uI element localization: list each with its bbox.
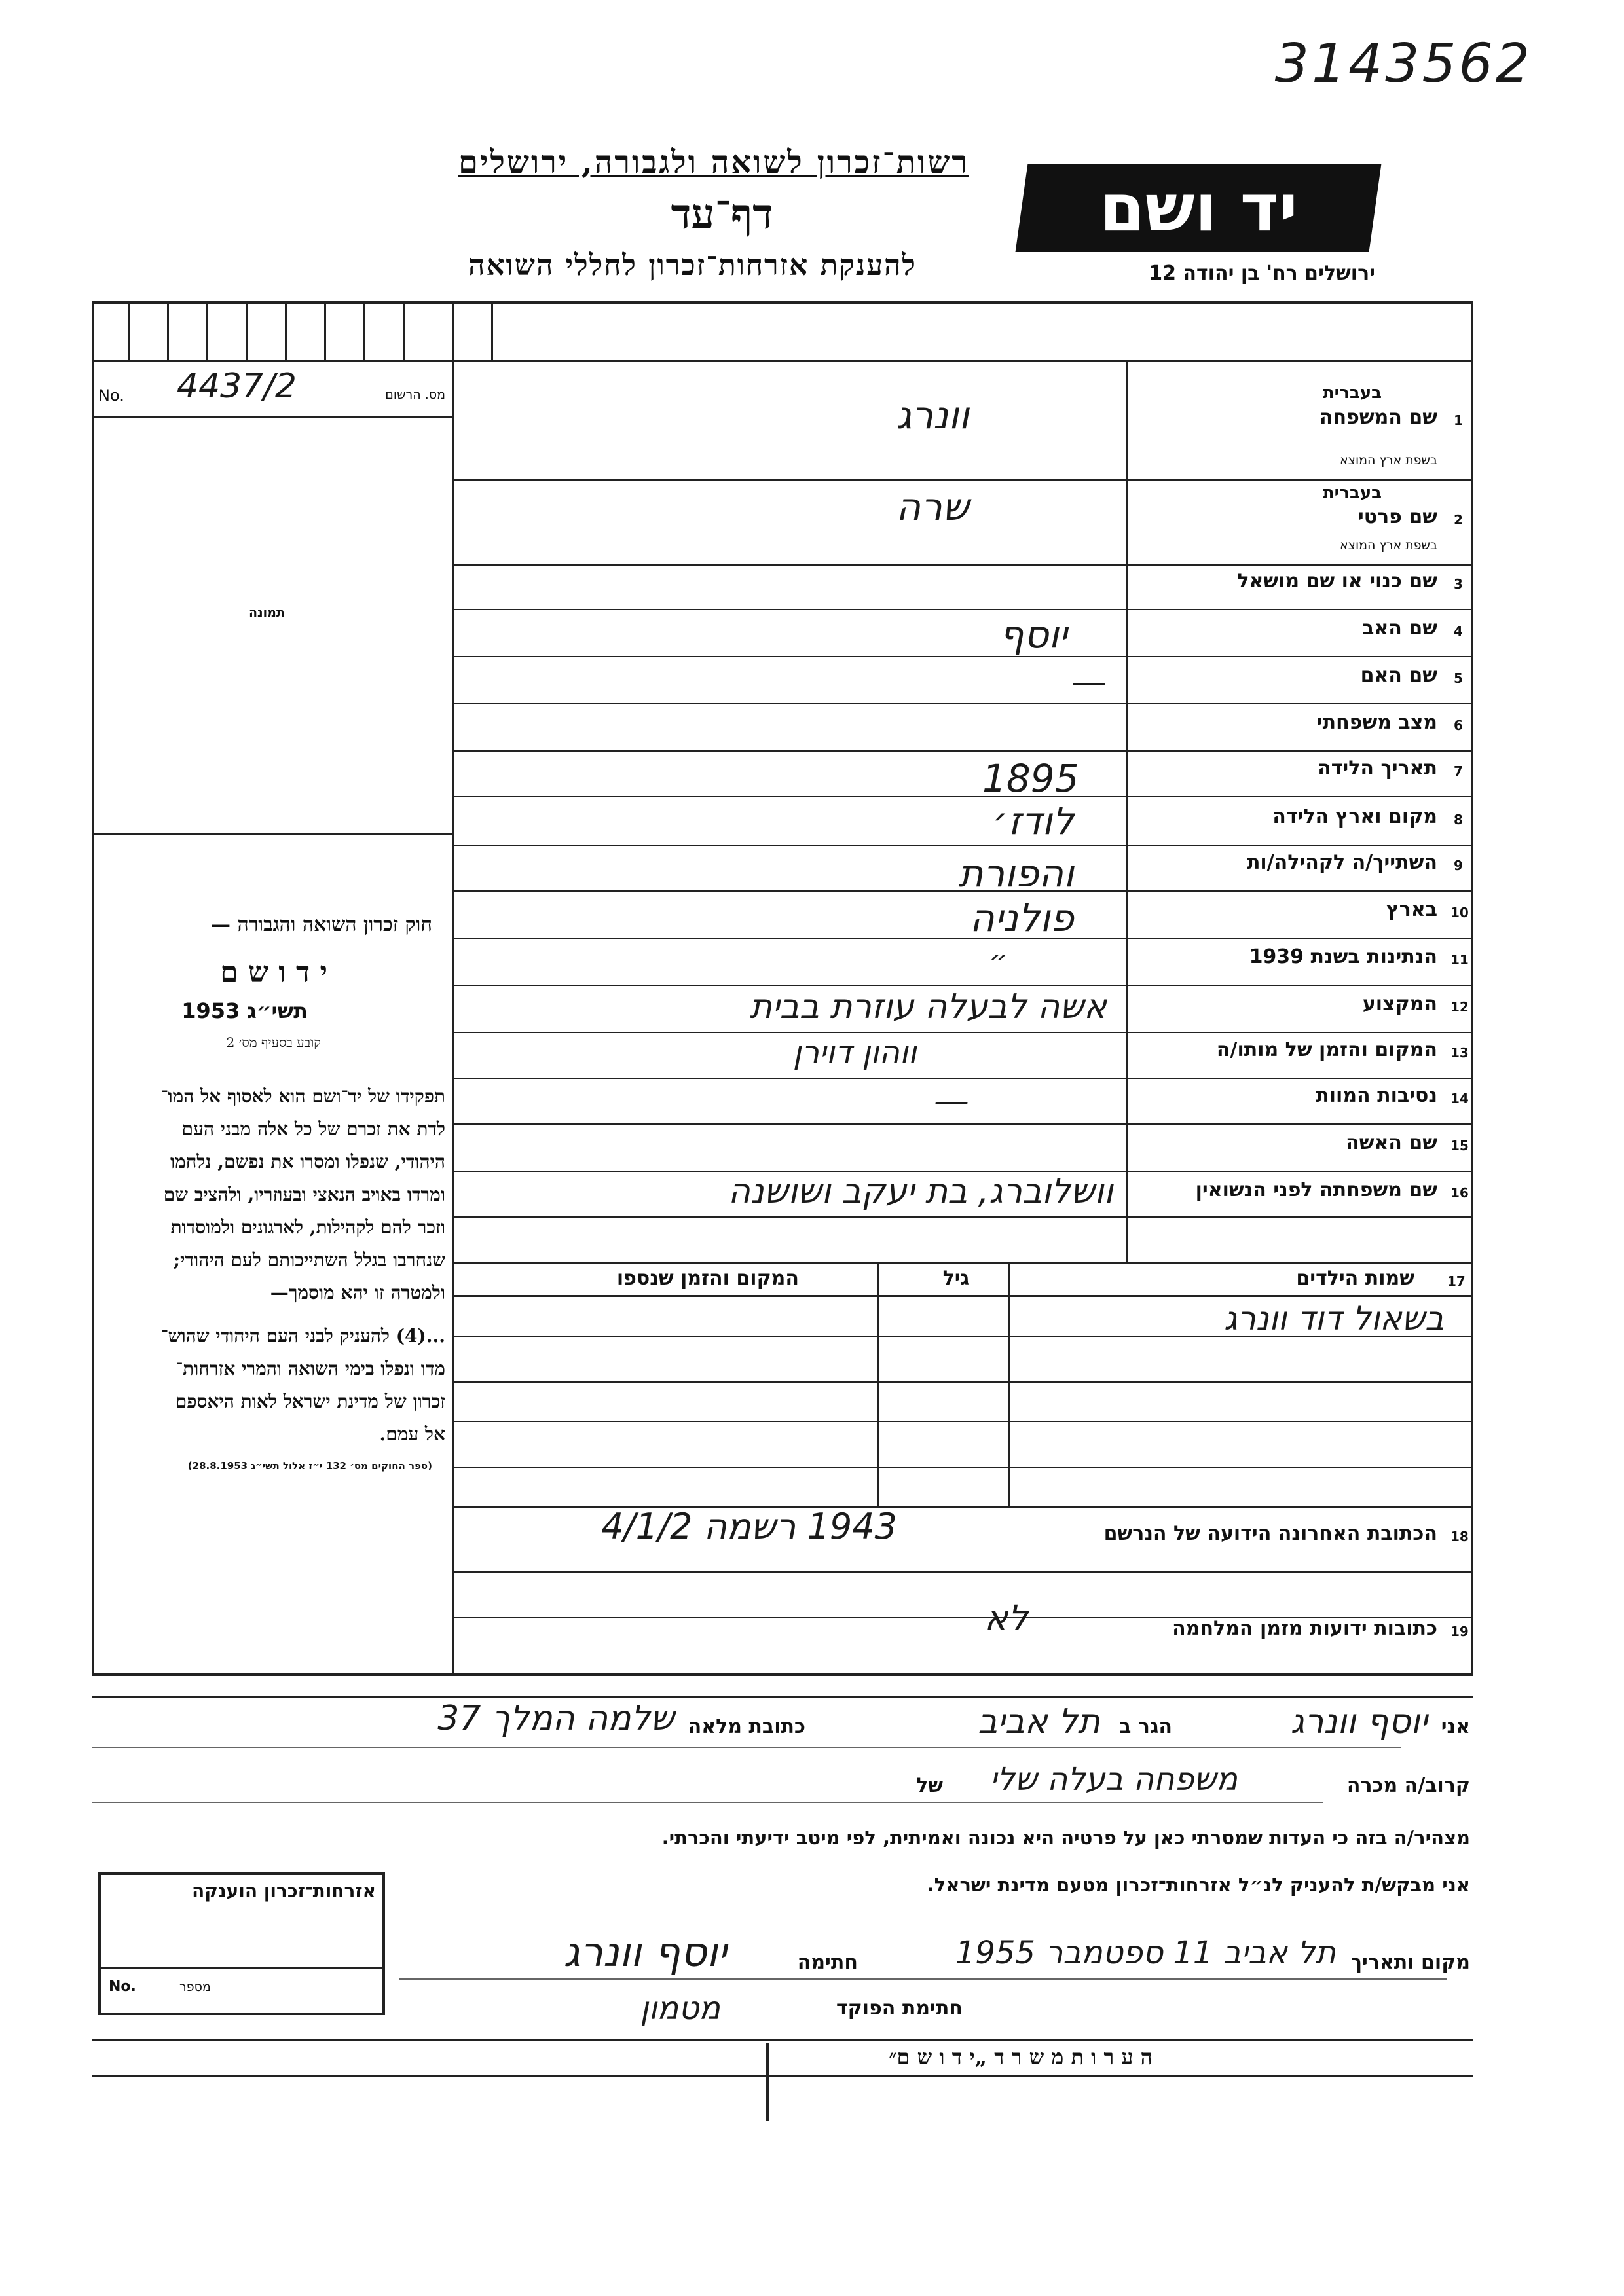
- field-birthplace-value: לודז׳: [992, 799, 1074, 843]
- officer-signature-label: חתימת הפוקד: [836, 1997, 963, 2020]
- field-birthdate-value: 1895: [982, 756, 1079, 801]
- field-number: 18: [1450, 1529, 1469, 1544]
- registration-no-label: מס. הרשום: [385, 388, 445, 402]
- field-number: 6: [1454, 718, 1463, 733]
- officer-signature: מטמון: [640, 1990, 720, 2027]
- children-age-header: גיל: [942, 1267, 969, 1290]
- law-line: לדת את זכרם של כל אלה מבני העם: [181, 1118, 445, 1140]
- field-number: 19: [1450, 1624, 1469, 1639]
- form-title: דף־עד: [671, 190, 773, 239]
- registration-no: [98, 367, 445, 412]
- law-line: מדו ונפלו בימי השואה והמרי אזרחות־: [175, 1358, 445, 1379]
- field-number: 4: [1454, 623, 1463, 639]
- field-death-label: המקום והזמן של מותו/ה: [1216, 1038, 1437, 1061]
- field-surname-sub1: בעברית: [1322, 383, 1382, 403]
- field-maiden-value: וושלוברג, בת יעקב ושושנה: [728, 1172, 1113, 1211]
- declarant-name: יוסף וונרג: [1290, 1702, 1428, 1741]
- field-community-label: השתייך/ה לקהילה/ות: [1246, 851, 1437, 874]
- field-number: 9: [1454, 858, 1463, 873]
- declarant-resides-label: הגר ב: [1119, 1715, 1172, 1738]
- field-number: 7: [1454, 763, 1463, 779]
- field-nickname-label: שם כנוי או שם מושאל: [1237, 570, 1437, 592]
- granted-box-number-label: מספר: [179, 1980, 211, 1994]
- declaration-statement: מצהיר/ה בזה כי העדות שמסרתי כאן על פרטיה היא נכונה ואמיתית, לפי מיטב ידיעתי והכרתי.: [661, 1827, 1470, 1849]
- law-title: חוק זכרון השואה והגבורה —: [211, 913, 432, 936]
- law-line: היהודי, שנפלו ומסרו את נפשם, נלחמו: [170, 1151, 445, 1173]
- field-war-addresses-value: לא: [984, 1597, 1028, 1639]
- place-date-value: תל אביב 11 ספטמבר 1955: [955, 1935, 1336, 1971]
- field-marital-label: מצב משפחתי: [1316, 711, 1437, 734]
- field-occupation-label: המקצוע: [1362, 993, 1437, 1015]
- field-birthplace-label: מקום וארץ הלידה: [1272, 805, 1437, 828]
- form-subtitle: להענקת אזרחות־זכרון לחללי השואה: [468, 249, 917, 282]
- granted-box-title: אזרחות־זכרון הוענקה: [192, 1880, 376, 1902]
- office-remarks: ה ע ר ו ת מ ש ר ד „י ד ו ש ם״: [889, 2045, 1153, 2069]
- field-number: 14: [1450, 1091, 1469, 1106]
- field-firstname-label: שם פרטי: [1357, 505, 1437, 528]
- address: ירושלים רח' בן יהודה 12: [1149, 262, 1375, 285]
- field-firstname-sub2: בשפת ארץ המוצא: [1339, 538, 1437, 553]
- field-number: 16: [1450, 1185, 1469, 1201]
- field-firstname-value: שרה: [896, 484, 969, 529]
- citizenship-granted-box: [98, 1872, 385, 2015]
- field-number: 12: [1450, 999, 1469, 1015]
- field-death-value: ווהון דוירן: [792, 1034, 917, 1071]
- granted-box-no: No.: [109, 1978, 136, 1995]
- law-line: ומרדו באויב הנאצי ובעוזריו, ולהציב שם: [163, 1184, 445, 1205]
- archive-number: 3143562: [1274, 33, 1532, 95]
- law-line: ולמטרה זו יהא מוסמך—: [270, 1282, 445, 1303]
- field-maiden-label: שם משפחתה לפני הנשואין: [1195, 1178, 1437, 1201]
- field-surname-label: שם המשפחה: [1319, 406, 1437, 429]
- field-number: 1: [1454, 412, 1463, 428]
- field-father-value: יוסף: [999, 612, 1067, 657]
- field-surname-sub2: בשפת ארץ המוצא: [1339, 453, 1437, 467]
- field-occupation-value: אשה לבעלה עוזרת בבית: [749, 987, 1107, 1027]
- children-place-header: המקום והזמן שנספו: [616, 1267, 799, 1290]
- law-line: אל עמם.: [379, 1423, 445, 1445]
- logo-text: יד ושם: [1099, 170, 1298, 246]
- declarant-address: שלמה המלך 37: [437, 1699, 674, 1738]
- law-line: וזכר להם לקהילות, לארגונים ולמוסדות: [170, 1216, 445, 1238]
- field-father-label: שם האב: [1362, 617, 1437, 640]
- field-number: 17: [1447, 1273, 1466, 1289]
- field-number: 15: [1450, 1138, 1469, 1154]
- field-surname-value: וונרג: [896, 393, 969, 437]
- declarant-relation: משפחה בעלה שלי: [989, 1761, 1238, 1798]
- field-number: 3: [1454, 576, 1463, 592]
- law-clause: קובע בסעיף מס׳ 2: [226, 1034, 321, 1050]
- field-firstname-sub1: בעברית: [1322, 483, 1382, 503]
- field-number: 13: [1450, 1045, 1469, 1061]
- field-number: 5: [1454, 670, 1463, 686]
- yad-vashem-logo: [1016, 164, 1382, 252]
- signature-label: חתימה: [797, 1951, 858, 1974]
- law-year: תשי״ג 1953: [181, 998, 308, 1023]
- registration-no-value: 4437/2: [177, 367, 297, 406]
- declarant-ani: אני: [1441, 1715, 1470, 1738]
- law-name: י ד ו ש ם: [220, 956, 327, 989]
- children-row-1: בשאול דוד וונרג: [1224, 1300, 1444, 1338]
- photo-label: תמונה: [249, 606, 285, 620]
- signature-value: יוסף וונרג: [563, 1928, 727, 1976]
- declarant-relative-label: קרוב/ה מכרה: [1346, 1774, 1470, 1797]
- field-last-address-label: הכתובת האחרונה הידועה של הנרשם: [1103, 1522, 1437, 1545]
- children-names-header: שמות הילדים: [1296, 1267, 1414, 1290]
- declarant-address-label: כתובת מלאה: [688, 1715, 805, 1738]
- field-number: 11: [1450, 952, 1469, 968]
- field-mother-label: שם האם: [1360, 664, 1437, 687]
- declaration-request: אני מבקש/ת להעניק לנ״ל אזרחות־זכרון מטעם מדינת ישראל.: [927, 1874, 1470, 1896]
- field-circumstances-label: נסיבות המוות: [1316, 1084, 1437, 1107]
- field-wife-label: שם האשה: [1346, 1131, 1437, 1154]
- field-number: 2: [1454, 512, 1463, 528]
- field-citizenship-value: ״: [989, 943, 1008, 978]
- place-date-label: מקום ותאריך: [1350, 1951, 1470, 1974]
- law-line: תפקידו של יד־ושם הוא לאסוף אל המו־: [160, 1085, 445, 1107]
- authority-name: רשות־זכרון לשואה ולגבורה, ירושלים: [458, 144, 969, 181]
- field-number: 8: [1454, 812, 1463, 828]
- field-number: 10: [1450, 905, 1469, 920]
- field-country-label: בארץ: [1386, 898, 1437, 921]
- field-country-value: פולניה: [969, 896, 1074, 940]
- field-mother-value: —: [1071, 661, 1107, 702]
- law-footnote: (ספר החוקים מס׳ 132 י״ז אלול תשי״ג 28.8.1953): [187, 1460, 432, 1472]
- field-last-address-value: 1943 רשמה 4/1/2: [601, 1506, 897, 1547]
- declarant-of-label: של: [916, 1774, 943, 1797]
- declarant-city: תל אביב: [978, 1702, 1100, 1741]
- field-community-value: והפורת: [958, 851, 1074, 896]
- field-birthdate-label: תאריך הלידה: [1318, 757, 1437, 780]
- field-citizenship-label: הנתינות בשנת 1939: [1249, 945, 1437, 968]
- registration-no-prefix: No.: [98, 386, 124, 405]
- law-line: ...(4) להעניק לבני העם היהודי שהוש־: [160, 1325, 445, 1347]
- field-war-addresses-label: כתובות ידועות מזמן המלחמה: [1172, 1617, 1437, 1640]
- field-circumstances-value: —: [934, 1080, 969, 1121]
- law-line: זכרון של מדינת ישראל לאות היאספם: [175, 1391, 445, 1412]
- law-line: שנחרבו בגלל השתייכותם לעם היהודי;: [173, 1249, 445, 1271]
- law-body: [79, 1080, 445, 1451]
